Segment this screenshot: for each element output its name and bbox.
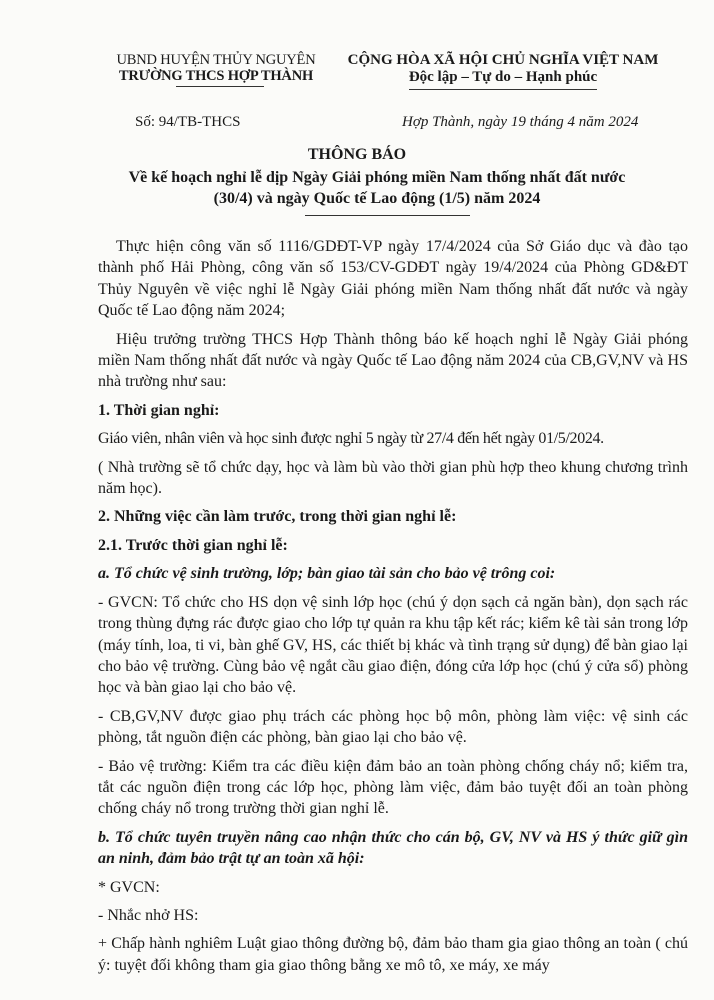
place-date: Hợp Thành, ngày 19 tháng 4 năm 2024 <box>402 114 639 130</box>
item-a-gvcn: - GVCN: Tổ chức cho HS dọn vệ sinh lớp học (chú ý dọn sạch cả ngăn bàn), dọn sạch rác trong thùng đựng rác được giao cho lớp tự quản ra khu tập kết rác; kiểm kê tài sản trong lớp (máy tính, loa, ti vi, bàn ghế GV, HS, các thiết bị khác và tình trạng sử dụng) để bàn giao lại cho bảo vệ trường. Cùng bảo vệ ngắt cầu giao điện, đóng cửa lớp học (chú ý cửa sổ) phòng học và bàn giao lại cho bảo vệ. <box>98 593 688 697</box>
agency-name: UBND HUYỆN THỦY NGUYÊN <box>116 52 316 68</box>
item-b-gvcn: * GVCN: <box>98 878 160 896</box>
section-2-1-heading: 2.1. Trước thời gian nghỉ lễ: <box>98 536 288 554</box>
document-title: THÔNG BÁO <box>307 146 407 163</box>
document-number: Số: 94/TB-THCS <box>135 114 241 130</box>
section-2-heading: 2. Những việc cần làm trước, trong thời gian nghỉ lễ: <box>98 508 457 526</box>
section-1-note: ( Nhà trường sẽ tổ chức dạy, học và làm bù vào thời gian phù hợp theo khung chương trình năm học). <box>98 458 688 498</box>
national-motto-block <box>320 52 686 90</box>
document-body <box>98 236 688 976</box>
title-underline <box>305 215 470 216</box>
subtitle-line-2: (30/4) và ngày Quốc tế Lao động (1/5) năm 2024 <box>213 190 541 207</box>
item-a-heading: a. Tổ chức vệ sinh trường, lớp; bàn giao tài sản cho bảo vệ trông coi: <box>98 565 556 583</box>
item-b-remind: - Nhắc nhở HS: <box>98 906 199 924</box>
subtitle-line-1: Về kế hoạch nghỉ lễ dịp Ngày Giải phóng miền Nam thống nhất đất nước <box>128 169 626 186</box>
issuer-block <box>106 52 326 84</box>
republic-name: CỘNG HÒA XÃ HỘI CHỦ NGHĨA VIỆT NAM <box>347 52 659 68</box>
item-a-guard: - Bảo vệ trường: Kiểm tra các điều kiện đảm bảo an toàn phòng chống cháy nổ; kiểm tra, tắt các nguồn điện trong các lớp học, phòng làm việc, đảm bảo tuyệt đối an toàn phòng chống cháy nổ trong trường thời gian nghỉ lễ. <box>98 757 688 818</box>
issuer-underline <box>176 86 264 87</box>
document-subtitle <box>40 167 714 209</box>
item-a-staff: - CB,GV,NV được giao phụ trách các phòng học bộ môn, phòng làm việc: vệ sinh các phòng, tắt nguồn điện các phòng, bàn giao lại cho bảo vệ. <box>98 707 688 747</box>
intro-paragraph-2: Hiệu trưởng trường THCS Hợp Thành thông báo kế hoạch nghỉ lễ Ngày Giải phóng miền Nam thống nhất đất nước và ngày Quốc tế Lao động năm 2024 của CB,GV,NV và HS nhà trường như sau: <box>98 330 688 391</box>
section-1-text: Giáo viên, nhân viên và học sinh được nghỉ 5 ngày từ 27/4 đến hết ngày 01/5/2024. <box>98 430 604 448</box>
school-name: TRƯỜNG THCS HỢP THÀNH <box>118 68 314 84</box>
item-b-traffic: + Chấp hành nghiêm Luật giao thông đường bộ, đảm bảo tham gia giao thông an toàn ( chú ý: tuyệt đối không tham gia giao thông bằng xe mô tô, xe máy, xe máy <box>98 935 688 974</box>
motto: Độc lập – Tự do – Hạnh phúc <box>409 69 597 90</box>
intro-paragraph-1: Thực hiện công văn số 1116/GDĐT-VP ngày 17/4/2024 của Sở Giáo dục và đào tạo thành phố Hải Phòng, công văn số 153/CV-GDĐT ngày 19/4/2024 của Phòng GD&ĐT Thủy Nguyên về việc nghỉ lễ Ngày Giải phóng miền Nam thống nhất đất nước và ngày Quốc tế Lao động năm 2024; <box>98 238 688 320</box>
section-1-heading: 1. Thời gian nghỉ: <box>98 401 220 419</box>
item-b-heading: b. Tổ chức tuyên truyền nâng cao nhận thức cho cán bộ, GV, NV và HS ý thức giữ gìn an ninh, đảm bảo trật tự an toàn xã hội: <box>98 828 688 868</box>
